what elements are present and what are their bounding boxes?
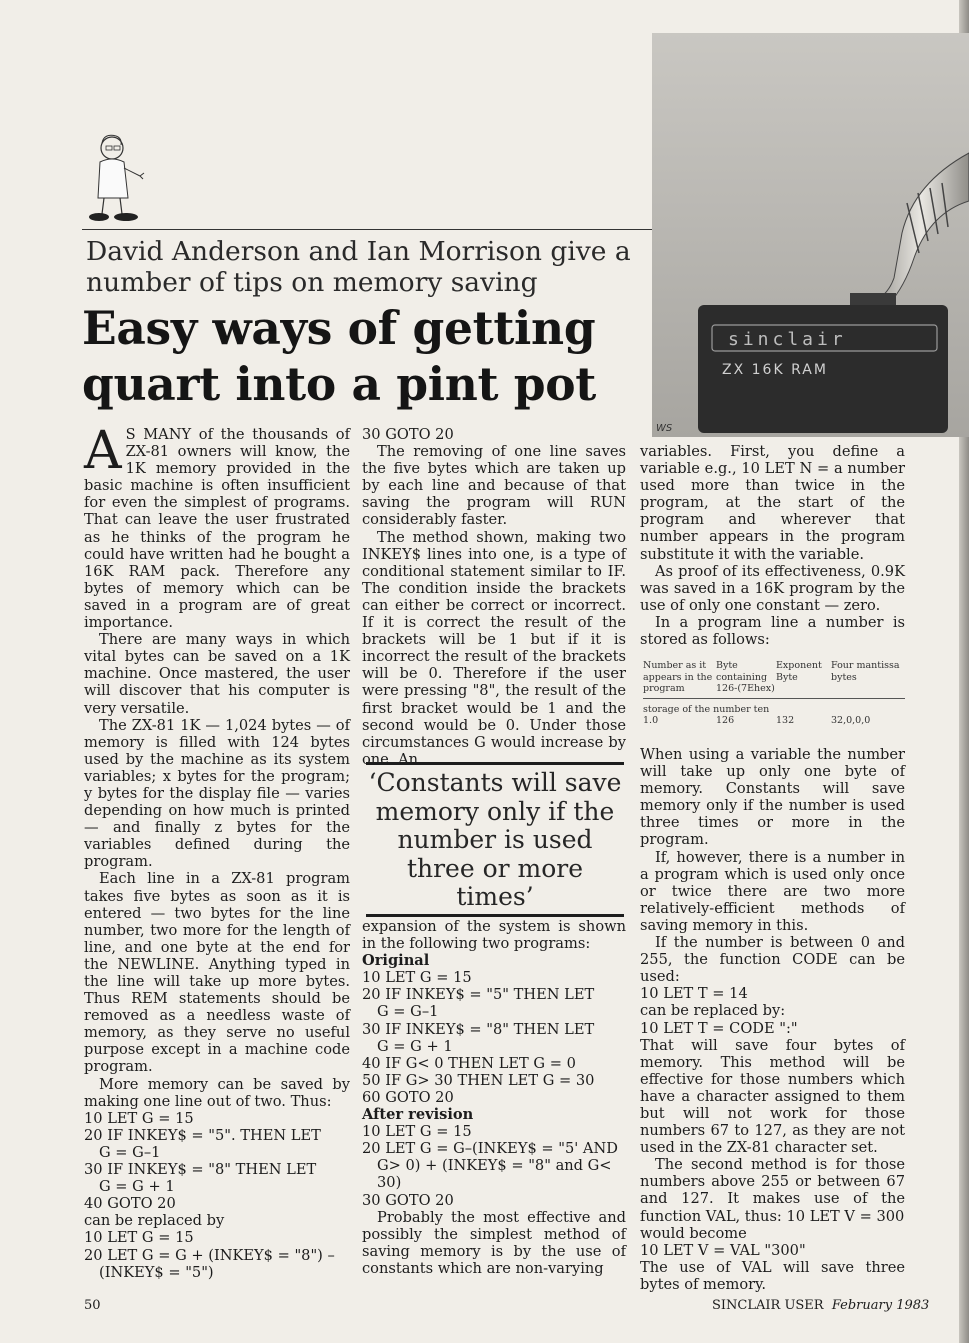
paragraph: The use of VAL will save three bytes of memory. bbox=[640, 1258, 905, 1293]
paragraph: expansion of the system is shown in the following two programs: bbox=[362, 918, 626, 953]
code-line: 10 LET V = VAL "300" bbox=[640, 1241, 806, 1259]
paragraph: The ZX-81 1K — 1,024 bytes — of memory is filled with 124 bytes used by the machine as its system variables; x bytes for the program; y bytes for the display file — varies depending on how much is printed — and finally z bytes for the variables defined during the program. bbox=[84, 716, 350, 871]
article-headline bbox=[82, 300, 652, 412]
code-line: G> 0) + (INKEY$ = "8" and G< 30) bbox=[377, 1157, 612, 1192]
code-line: 10 LET G = 15 bbox=[84, 1109, 194, 1127]
paragraph: If, however, there is a number in a program which is used only once or twice there are two more relatively-efficient methods of saving memory in this. bbox=[640, 848, 905, 934]
table-cell: 1.0 bbox=[643, 715, 659, 726]
paragraph: Each line in a ZX-81 program takes five bytes as soon as it is entered — two bytes for the line number, two more for the length of line, and one byte at the end for the NEWLINE. Anything typed in the line will take up more bytes. Thus REM statements should be removed as a needless waste of memory, as they serve no useful purpose except in a machine code program. bbox=[84, 870, 350, 1076]
code-line: 50 IF G> 30 THEN LET G = 30 bbox=[362, 1071, 595, 1089]
code-line: G = G + 1 bbox=[377, 1037, 453, 1055]
table-caption: storage of the number ten bbox=[643, 703, 770, 715]
code-line: 10 LET G = 15 bbox=[362, 1123, 472, 1141]
article-deck: David Anderson and Ian Morrison give a number of tips on memory saving bbox=[86, 236, 631, 298]
code-line: 40 IF G< 0 THEN LET G = 0 bbox=[362, 1054, 576, 1072]
code-line: G = G–1 bbox=[99, 1143, 161, 1161]
code-line: 30 IF INKEY$ = "8" THEN LET bbox=[362, 1020, 595, 1038]
table-cell: 126 bbox=[716, 715, 735, 726]
code-line: 20 IF INKEY$ = "5". THEN LET bbox=[84, 1126, 321, 1144]
article-column-1 bbox=[84, 421, 350, 1281]
ram-pack-brand: sinclair bbox=[728, 329, 847, 350]
paragraph: If the number is between 0 and 255, the function CODE can be used: bbox=[640, 934, 905, 986]
code-line: 20 IF INKEY$ = "5" THEN LET bbox=[362, 986, 595, 1004]
code-line: 30 IF INKEY$ = "8" THEN LET bbox=[84, 1161, 317, 1179]
code-line: 60 GOTO 20 bbox=[362, 1088, 454, 1106]
listing-label: Original bbox=[362, 952, 430, 970]
code-line: G = G–1 bbox=[377, 1003, 439, 1021]
table-header-cell: Exponent Byte bbox=[776, 660, 822, 683]
listing-label: After revision bbox=[362, 1106, 474, 1124]
table-header-cell: Four mantissa bytes bbox=[831, 660, 900, 683]
paragraph: variables. First, you define a variable e.g., 10 LET N = a number used more than twice in the program, at the start of the program and wherever that number appears in the program substitute it with the variable. bbox=[640, 443, 905, 563]
code-line: G = G + 1 bbox=[99, 1178, 175, 1196]
table-header-row bbox=[643, 660, 905, 699]
code-line: 20 LET G = G + (INKEY$ = "8") – bbox=[84, 1246, 335, 1264]
table-cell: 32,0,0,0 bbox=[831, 715, 871, 726]
paragraph: The method shown, making two INKEY$ lines into one, is a type of conditional statement similar to IF. The condition inside the brackets can either be correct or incorrect. If it is correct the result of the brackets will be 1 but if it is incorrect the result of the brackets will be 0. Therefore if the user were pressing "8", the result of the first bracket would be 1 and the second would be 0. Under those circumstances G would increase by one. An bbox=[362, 528, 626, 768]
code-line: can be replaced by: bbox=[640, 1002, 786, 1020]
paragraph: Probably the most effective and possibly the simplest method of saving memory is by the use of constants which are non-varying bbox=[362, 1208, 626, 1277]
code-line: 10 LET T = CODE ":" bbox=[640, 1019, 798, 1037]
page-number: 50 bbox=[84, 1298, 101, 1313]
code-line: 10 LET G = 15 bbox=[84, 1229, 194, 1247]
paragraph: There are many ways in which vital bytes can be saved on a 1K machine. Once mastered, the user will discover that his computer is very versatile. bbox=[84, 631, 350, 717]
drop-cap: A bbox=[84, 421, 122, 481]
paragraph: That will save four bytes of memory. This method will be effective for those numbers which have a character assigned to them but will not work for those numbers 67 to 127, as they are not used in the ZX-81 character set. bbox=[640, 1036, 905, 1157]
code-listing bbox=[84, 1110, 350, 1281]
paragraph: In a program line a number is stored as follows: bbox=[640, 613, 905, 649]
headline-line-1: Easy ways of getting bbox=[82, 301, 596, 355]
page-footer bbox=[712, 1298, 929, 1313]
paragraph: As proof of its effectiveness, 0.9K was saved in a 16K program by the use of only one constant — zero. bbox=[640, 562, 905, 614]
code-line: can be replaced by bbox=[84, 1212, 225, 1230]
magazine-name: SINCLAIR USER bbox=[712, 1298, 824, 1313]
headline-line-2: quart into a pint pot bbox=[82, 357, 597, 411]
code-listing-original bbox=[362, 952, 626, 1208]
issue-date: February 1983 bbox=[831, 1298, 930, 1313]
artist-signature: WS bbox=[656, 423, 673, 434]
ram-pack-illustration bbox=[652, 33, 969, 437]
paragraph: The second method is for those numbers above 255 or between 67 and 127. It makes use of the function VAL, thus: 10 LET V = 300 bbox=[640, 1156, 905, 1225]
header-rule bbox=[82, 229, 652, 230]
code-listing bbox=[640, 985, 905, 1036]
paragraph: S MANY of the thousands of ZX-81 owners will know, the 1K memory provided in the basic machine is often insufficient for even the simplest of programs. That can leave the user frustrated as he thinks of the program he could have written had he bought a 16K RAM pack. Therefore any bytes of memory which can be saved in a program are of great importance. bbox=[84, 426, 350, 632]
code-line: 40 GOTO 20 bbox=[84, 1195, 176, 1213]
paragraph: The removing of one line saves the five bytes which are taken up by each line and because of that saving the program will RUN considerably faster. bbox=[362, 443, 626, 529]
code-line: 10 LET G = 15 bbox=[362, 969, 472, 987]
paragraph: More memory can be saved by making one line out of two. Thus: bbox=[84, 1075, 350, 1110]
ram-pack-photo bbox=[652, 33, 969, 437]
table-cell: 132 bbox=[776, 715, 795, 726]
code-line: 10 LET T = 14 bbox=[640, 985, 748, 1003]
code-line: 20 LET G = G–(INKEY$ = "5' AND bbox=[362, 1140, 618, 1158]
table-header-cell: Number as it appears in the program bbox=[643, 660, 713, 694]
article-column-2-continued bbox=[362, 918, 626, 1277]
code-line: would become bbox=[640, 1224, 747, 1242]
pull-quote: ‘Constants will save memory only if the number is used three or more times’ bbox=[366, 762, 624, 917]
code-line: 30 GOTO 20 bbox=[362, 426, 454, 443]
article-column-2 bbox=[362, 426, 626, 768]
code-listing bbox=[640, 1225, 905, 1259]
article-column-3 bbox=[640, 443, 905, 648]
code-line: 30 GOTO 20 bbox=[362, 1191, 454, 1209]
scientist-illustration bbox=[82, 128, 150, 228]
article-column-3-continued bbox=[640, 746, 905, 1293]
code-line: (INKEY$ = "5") bbox=[99, 1263, 214, 1281]
table-header-cell: Byte containing 126-(7Ehex) bbox=[716, 660, 775, 694]
table-row bbox=[643, 715, 905, 727]
number-storage-table bbox=[643, 660, 905, 727]
ram-pack-model: ZX 16K RAM bbox=[722, 362, 828, 378]
paragraph: When using a variable the number will take up only one byte of memory. Constants will save memory only if the number is used three times or more in the program. bbox=[640, 746, 905, 849]
